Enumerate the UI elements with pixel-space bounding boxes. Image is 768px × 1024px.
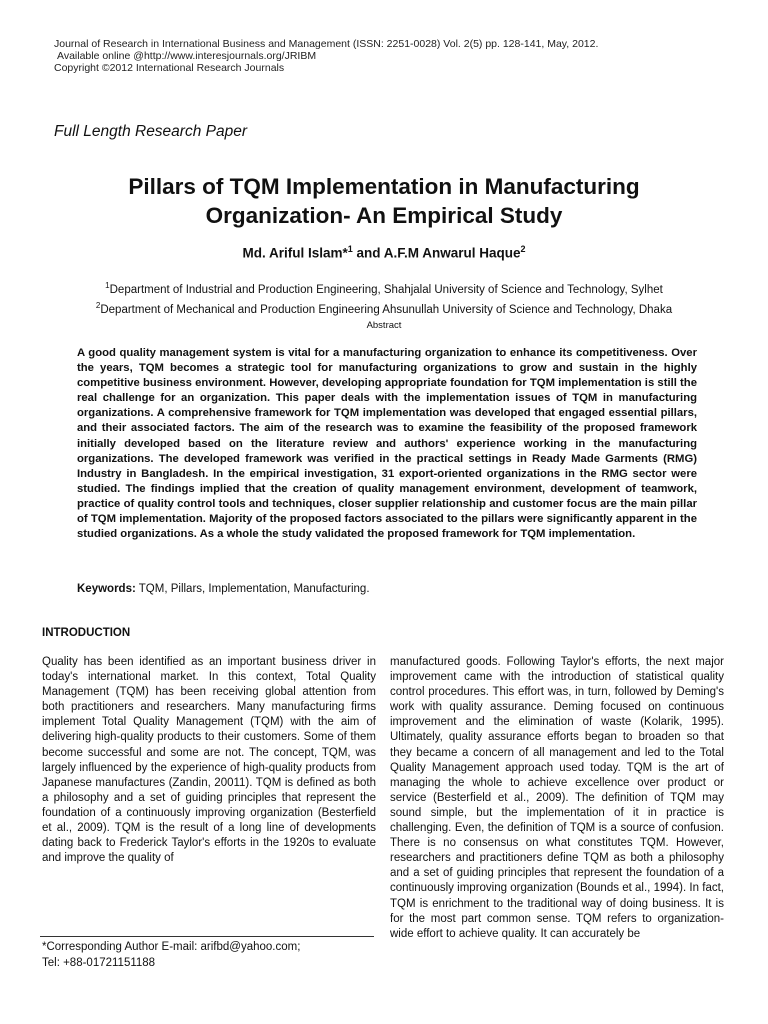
abstract-text: A good quality management system is vital for a manufacturing organization to enhance its competitiveness. Over the years, TQM becomes a strategic tool for manufacturing organizations to grow and sustain in the highly competitive business environment. However, developing appropriate foundation for TQM implementation is still the real challenge for an organization. This paper deals with the implementation issues of TQM in manufacturing organizations. A comprehensive framework for TQM implementation was developed that engaged essential pillars, and their associated factors. The aim of the research was to examine the feasibility of the proposed framework initially developed based on the literature review and authors' experience working in the manufacturing organizations. The developed framework was verified in the practical settings in Ready Made Garments (RMG) Industry in Bangladesh. In the empirical investigation, 31 export-oriented organizations in the RMG sector were studied. The findings implied that the creation of quality management environment, development of teamwork, practice of quality control tools and techniques, closer supplier relationship and customer focus are the main pillar of TQM implementation. Majority of the proposed factors associated to the pillars were significantly apparent in the studied organizations. As a whole the study validated the proposed framework for TQM implementation. [77, 347, 697, 541]
affiliation-1-mark: 1 [105, 281, 110, 290]
affiliations [40, 278, 728, 318]
author-2-affiliation-mark: 2 [520, 244, 526, 254]
introduction-right-column: manufactured goods. Following Taylor's efforts, the next major improvement came with the introduction of statistical quality control procedures. This effort was, in turn, followed by Deming's work with quality assurance. Deming focused on continuous improvement and the elimination of waste (Kolarik, 1995). Ultimately, quality assurance efforts began to broaden so that they became a concern of all management and led to the Total Quality Management approach used today. TQM is the art of managing the whole to achieve excellence over product or service (Besterfield et al., 2009). The definition of TQM may sound simple, but the implementation of it in practice is challenging. Even, the definition of TQM is a source of confusion. There is no consensus on what constitutes TQM. However, researchers and practitioners define TQM as both a philosophy and a set of guiding principles that represent the foundation of a continuously improving organization (Bounds et al., 1994). In fact, TQM is enrichment to the traditional way of doing business. It is for the most part common sense. TQM refers to organization-wide effort to achieve quality. It can accurately be [390, 656, 724, 940]
author-1-affiliation-mark: 1 [347, 244, 353, 254]
journal-copyright: Copyright ©2012 International Research Journals [54, 62, 285, 74]
keywords-list: TQM, Pillars, Implementation, Manufacturing. [135, 583, 370, 595]
keywords [77, 583, 370, 595]
footnote-divider [40, 936, 374, 937]
author-2-name: A.F.M Anwarul Haque [383, 245, 521, 261]
affiliation-2 [40, 298, 728, 318]
author-list [40, 244, 728, 261]
affiliation-2-text: Department of Mechanical and Production Engineering Ahsunullah University of Science and Technology, Dhaka [100, 303, 673, 316]
journal-citation: Journal of Research in International Business and Management (ISSN: 2251-0028) Vol. 2(5) pp. 128-141, May, 2012. [54, 38, 599, 50]
author-conjunction: and [352, 245, 384, 261]
author-1-name: Md. Ariful Islam* [242, 245, 348, 261]
affiliation-2-mark: 2 [95, 300, 101, 310]
paper-title [40, 172, 728, 230]
affiliation-1 [40, 278, 728, 298]
introduction-heading: INTRODUCTION [42, 627, 131, 639]
paper-title-line-2: Organization- An Empirical Study [205, 203, 563, 228]
affiliation-1-text: Department of Industrial and Production Engineering, Shahjalal University of Science and Technology, Sylhet [109, 283, 663, 296]
paper-title-line-1: Pillars of TQM Implementation in Manufacturing [128, 174, 640, 199]
introduction-left-column: Quality has been identified as an important business driver in today's international market. In this context, Total Quality Management (TQM) has been receiving global attention from both practitioners and researchers. Many manufacturing firms implement Total Quality Management (TQM) with the aim of delivering high-quality products to their customers. Some of them become successful and some are not. The concept, TQM, was largely influenced by the experience of high-quality products from Japanese manufactures (Zandin, 20011). TQM is defined as both a philosophy and a set of guiding principles that represent the foundation of a continuously improving organization (Besterfield et al., 2009). TQM is the result of a long line of developments dating back to Frederick Taylor's efforts in the 1920s to evaluate and improve the quality of [42, 656, 376, 865]
paper-type: Full Length Research Paper [54, 123, 248, 140]
corresponding-author-phone: Tel: +88-01721151188 [42, 956, 156, 969]
corresponding-author-email: *Corresponding Author E-mail: arifbd@yahoo.com; [42, 941, 301, 953]
journal-header [54, 38, 598, 74]
abstract-heading: Abstract [366, 320, 402, 331]
journal-availability: Available online @http://www.interesjournals.org/JRIBM [57, 50, 317, 62]
keywords-label: Keywords: [77, 583, 136, 595]
footnote [42, 940, 300, 971]
